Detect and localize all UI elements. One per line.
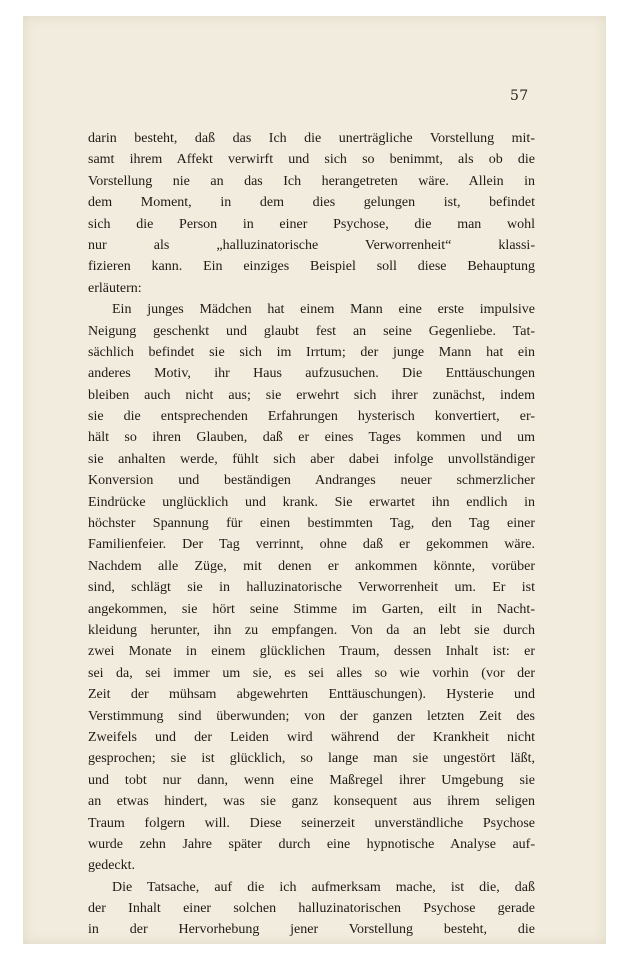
text-line: hält so ihren Glauben, daß er eines Tages kommen und um [88,430,535,446]
text-line: angekommen, sie hört seine Stimme im Garten, eilt in Nacht- [88,601,535,617]
text-line: sie die entsprechenden Erfahrungen hysterisch konvertiert, er- [88,409,535,425]
text-line: Konversion und beständigen Andranges neuer schmerzlicher [88,473,535,489]
book-page [23,16,606,944]
text-line: höchster Spannung für einen bestimmten Tag, den Tag einer [88,516,535,532]
text-line: Nachdem alle Züge, mit denen er ankommen könnte, vorüber [88,558,535,574]
text-line: Vorstellung nie an das Ich herangetreten wäre. Allein in [88,173,535,189]
text-line: Zweifels und der Leiden wird während der Krankheit nicht [88,729,535,745]
text-line: Familienfeier. Der Tag verrinnt, ohne daß er gekommen wäre. [88,537,535,553]
text-line: Zeit der mühsam abgewehrten Enttäuschungen). Hysterie und [88,687,535,703]
text-line: dem Moment, in dem dies gelungen ist, befindet [88,195,535,211]
text-line: gedeckt. [88,858,136,874]
text-line: nur als „halluzinatorische Verworrenheit“ klassi- [88,237,535,253]
text-line: sie anhalten werde, fühlt sich aber dabei infolge unvollständiger [88,451,535,467]
text-line: anderes Motiv, ihr Haus aufzusuchen. Die Enttäuschungen [88,366,535,382]
page-number: 57 [510,88,529,104]
text-line: Neigung geschenkt und glaubt fest an seine Gegenliebe. Tat- [88,323,535,339]
text-line: Ein junges Mädchen hat einem Mann eine erste impulsive [112,302,535,318]
text-line: sind, schlägt sie in halluzinatorische Verworrenheit um. Er ist [88,580,535,596]
text-line: Eindrücke unglücklich und krank. Sie erwartet ihn endlich in [88,494,535,510]
text-line: gesprochen; sie ist glücklich, so lange man sie ungestört läßt, [88,751,535,767]
text-line: und tobt nur dann, wenn eine Maßregel ihrer Umgebung sie [88,772,535,788]
text-line: fizieren kann. Ein einziges Beispiel soll diese Behauptung [88,259,535,275]
text-line: sich die Person in einer Psychose, die man wohl [88,216,535,232]
text-line: an etwas hindert, was sie ganz konsequent aus ihrem seligen [88,794,535,810]
text-line: Die Tatsache, auf die ich aufmerksam mache, ist die, daß [112,879,535,895]
text-line: Traum folgern will. Diese seinerzeit unverständliche Psychose [88,815,535,831]
text-line: der Inhalt einer solchen halluzinatorischen Psychose gerade [88,901,535,917]
text-line: kleidung herunter, ihn zu empfangen. Von da an lebt sie durch [88,622,535,638]
text-line: sächlich befindet sie sich im Irrtum; der junge Mann hat ein [88,344,535,360]
text-line: darin besteht, daß das Ich die unerträgliche Vorstellung mit- [88,131,535,146]
text-line: sei da, sei immer um sie, es sei alles so wie vorhin (vor der [88,665,535,681]
text-line: Verstimmung sind überwunden; von der ganzen letzten Zeit des [88,708,535,724]
text-line: zwei Monate in einem glücklichen Traum, dessen Inhalt ist: er [88,644,535,660]
text-line: samt ihrem Affekt verwirft und sich so benimmt, als ob die [88,152,535,168]
text-line: in der Hervorhebung jener Vorstellung besteht, die [88,922,535,938]
body-text [88,128,535,941]
text-line: bleiben auch nicht aus; sie erwehrt sich ihrer zunächst, indem [88,387,535,403]
text-line: erläutern: [88,280,142,296]
text-line: wurde zehn Jahre später durch eine hypnotische Analyse auf- [88,836,535,852]
